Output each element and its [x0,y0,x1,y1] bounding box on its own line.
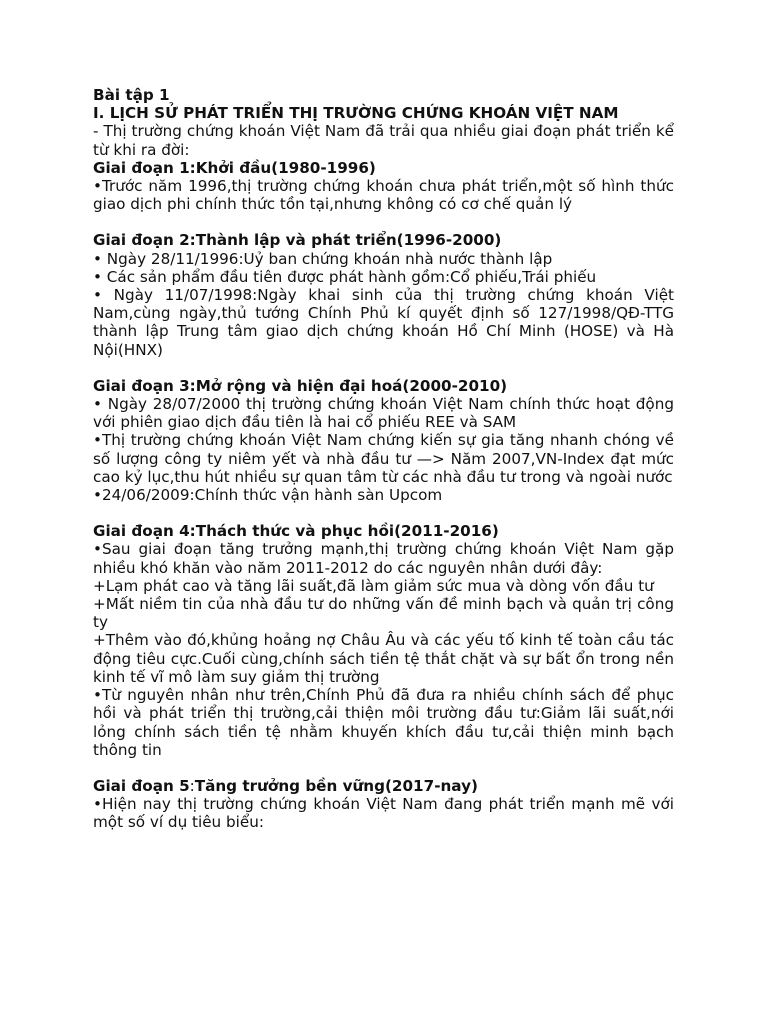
phase-2-item: • Ngày 11/07/1998:Ngày khai sinh của thị trường chứng khoán Việt Nam,cùng ngày,thủ tướng Chính Phủ kí quyết định số 127/1998/QĐ-TTG thành lập Trung tâm giao dịch chứng khoán Hồ Chí Minh (HOSE) và Hà Nội(HNX) [93,286,674,359]
phase-5-heading [93,777,674,795]
paragraph-gap [93,359,674,377]
phase-2-item: • Ngày 28/11/1996:Uỷ ban chứng khoán nhà nước thành lập [93,249,553,268]
document-title: I. LỊCH SỬ PHÁT TRIỂN THỊ TRƯỜNG CHỨNG KHOÁN VIỆT NAM [93,104,619,123]
phase-4-item: •Từ nguyên nhân như trên,Chính Phủ đã đưa ra nhiều chính sách để phục hồi và phát triển thị trường,cải thiện môi trường đầu tư:Giảm lãi suất,nới lỏng chính sách tiền tệ nhằm khuyến khích đầu tư,cải thiện minh bạch thông tin [93,686,674,759]
phase-1-item: •Trước năm 1996,thị trường chứng khoán chưa phát triển,một số hình thức giao dịch phi chính thức tồn tại,nhưng không có cơ chế quản lý [93,177,674,214]
phase-5-heading-prefix: Giai đoạn 5 [93,776,190,795]
phase-4-section [93,522,674,759]
phase-1-section [93,159,674,214]
phase-4-item: +Mất niềm tin của nhà đầu tư do những vấn đề minh bạch và quản trị công ty [93,595,674,632]
intro-paragraph: - Thị trường chứng khoán Việt Nam đã trải qua nhiều giai đoạn phát triển kể từ khi ra đời: [93,122,674,159]
phase-4-item: +Thêm vào đó,khủng hoảng nợ Châu Âu và các yếu tố kinh tế toàn cầu tác động tiêu cực.Cuối cùng,chính sách tiền tệ thắt chặt và sự bất ổn trong nền kinh tế vĩ mô làm suy giảm thị trường [93,631,674,686]
phase-2-heading: Giai đoạn 2:Thành lập và phát triển(1996-2000) [93,231,502,250]
phase-3-item: •24/06/2009:Chính thức vận hành sàn Upcom [93,486,443,505]
phase-5-heading-colon: : [189,776,195,795]
phase-3-heading: Giai đoạn 3:Mở rộng và hiện đại hoá(2000-2010) [93,376,508,395]
phase-5-heading-rest: Tăng trưởng bền vững(2017-nay) [194,776,478,795]
phase-5-section [93,777,674,832]
phase-2-section [93,231,674,358]
exercise-label: Bài tập 1 [93,86,170,104]
phase-2-item: • Các sản phẩm đầu tiên được phát hành gồm:Cổ phiếu,Trái phiếu [93,267,597,286]
paragraph-gap [93,759,674,777]
phase-3-item: • Ngày 28/07/2000 thị trường chứng khoán Việt Nam chính thức hoạt động với phiên giao dịch đầu tiên là hai cổ phiếu REE và SAM [93,395,674,432]
phase-3-section [93,377,674,504]
phase-5-item: •Hiện nay thị trường chứng khoán Việt Nam đang phát triển mạnh mẽ với một số ví dụ tiêu biểu: [93,795,674,832]
document-page [93,86,674,832]
phase-4-item: +Lạm phát cao và tăng lãi suất,đã làm giảm sức mua và dòng vốn đầu tư [93,576,654,595]
phase-3-item: •Thị trường chứng khoán Việt Nam chứng kiến sự gia tăng nhanh chóng về số lượng công ty niêm yết và nhà đầu tư —> Năm 2007,VN-Index đạt mức cao kỷ lục,thu hút nhiều sự quan tâm từ các nhà đầu tư trong và ngoài nước [93,431,674,486]
paragraph-gap [93,213,674,231]
phase-1-heading: Giai đoạn 1:Khởi đầu(1980-1996) [93,158,376,177]
phase-4-heading: Giai đoạn 4:Thách thức và phục hồi(2011-2016) [93,522,499,541]
phase-4-item: •Sau giai đoạn tăng trưởng mạnh,thị trường chứng khoán Việt Nam gặp nhiều khó khăn vào năm 2011-2012 do các nguyên nhân dưới đây: [93,540,674,577]
paragraph-gap [93,504,674,522]
